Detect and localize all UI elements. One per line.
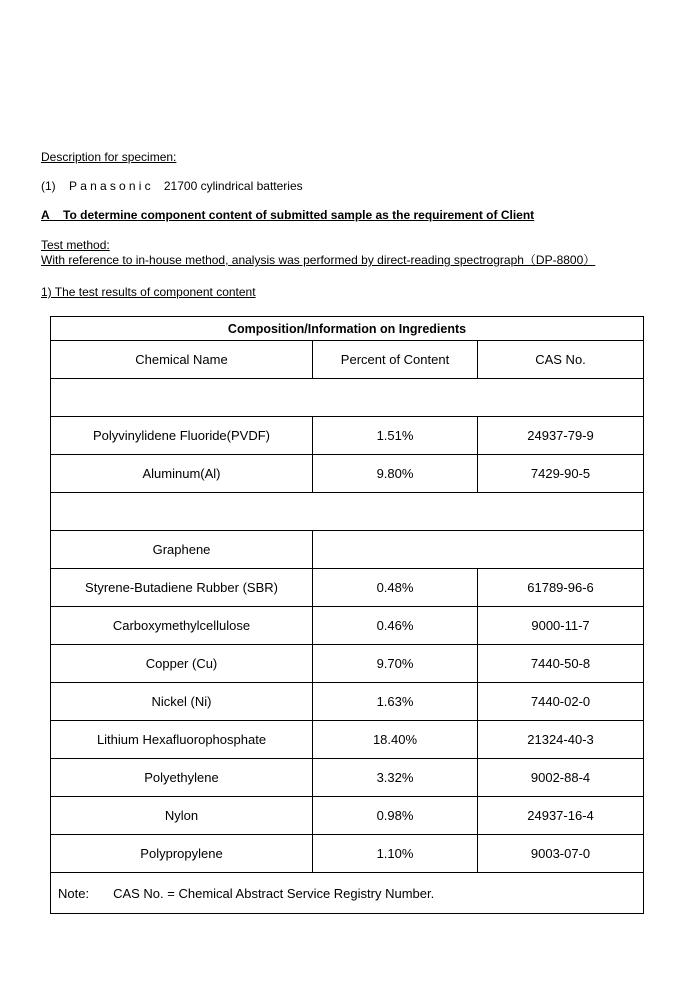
section-a-heading [41, 208, 534, 222]
test-method-label: Test method: [41, 238, 110, 252]
header-chemical-name: Chemical Name [51, 341, 313, 379]
blank-merged-cell [313, 531, 644, 569]
table-note [51, 873, 644, 914]
test-method-text-part1: With reference to in-house method, [41, 253, 229, 267]
specimen-model: 21700 cylindrical batteries [163, 179, 303, 193]
table-row [51, 759, 644, 797]
cas-number: 61789-96-6 [478, 569, 644, 607]
test-method-text-part2: analysis was performed by direct-reading spectrograph（DP-8800） [228, 253, 596, 267]
table-row [51, 417, 644, 455]
section-a-letter: A [41, 208, 50, 222]
table-row [51, 493, 644, 531]
cas-number: 24937-79-9 [478, 417, 644, 455]
chemical-name: Copper (Cu) [51, 645, 313, 683]
table-row [51, 721, 644, 759]
chemical-name: Polyethylene [51, 759, 313, 797]
cas-number: 7440-02-0 [478, 683, 644, 721]
table-row [51, 607, 644, 645]
cas-number: 21324-40-3 [478, 721, 644, 759]
table-row [51, 379, 644, 417]
cas-number: 7440-50-8 [478, 645, 644, 683]
blank-row-cell [51, 379, 644, 417]
specimen-brand: Panasonic [69, 179, 154, 193]
table-row [51, 569, 644, 607]
cas-number: 9002-88-4 [478, 759, 644, 797]
header-percent: Percent of Content [313, 341, 478, 379]
table-row [51, 835, 644, 873]
chemical-name: Graphene [51, 531, 313, 569]
percent-content: 3.32% [313, 759, 478, 797]
percent-content: 18.40% [313, 721, 478, 759]
chemical-name: Polyvinylidene Fluoride(PVDF) [51, 417, 313, 455]
chemical-name: Polypropylene [51, 835, 313, 873]
cas-number: 7429-90-5 [478, 455, 644, 493]
description-label: Description for specimen: [41, 150, 177, 164]
blank-row-cell [51, 493, 644, 531]
cas-number: 24937-16-4 [478, 797, 644, 835]
composition-table [50, 316, 644, 914]
results-label: 1) The test results of component content [41, 285, 256, 299]
test-method-text [41, 253, 595, 267]
percent-content: 1.51% [313, 417, 478, 455]
table-title: Composition/Information on Ingredients [51, 317, 644, 341]
percent-content: 0.98% [313, 797, 478, 835]
specimen-index: (1) [41, 179, 56, 193]
table-row [51, 645, 644, 683]
chemical-name: Nylon [51, 797, 313, 835]
chemical-name: Nickel (Ni) [51, 683, 313, 721]
specimen-line [41, 179, 303, 193]
section-a-title: To determine component content of submitted sample as the requirement of Client [63, 208, 535, 222]
chemical-name: Carboxymethylcellulose [51, 607, 313, 645]
table-row [51, 531, 644, 569]
chemical-name: Lithium Hexafluorophosphate [51, 721, 313, 759]
cas-number: 9000-11-7 [478, 607, 644, 645]
percent-content: 1.10% [313, 835, 478, 873]
header-cas: CAS No. [478, 341, 644, 379]
percent-content: 9.80% [313, 455, 478, 493]
chemical-name: Styrene-Butadiene Rubber (SBR) [51, 569, 313, 607]
chemical-name: Aluminum(Al) [51, 455, 313, 493]
table-row [51, 455, 644, 493]
percent-content: 0.46% [313, 607, 478, 645]
cas-number: 9003-07-0 [478, 835, 644, 873]
percent-content: 0.48% [313, 569, 478, 607]
note-label: Note: [58, 885, 90, 901]
table-row [51, 797, 644, 835]
percent-content: 9.70% [313, 645, 478, 683]
percent-content: 1.63% [313, 683, 478, 721]
table-row [51, 683, 644, 721]
note-text: CAS No. = Chemical Abstract Service Registry Number. [113, 885, 435, 901]
